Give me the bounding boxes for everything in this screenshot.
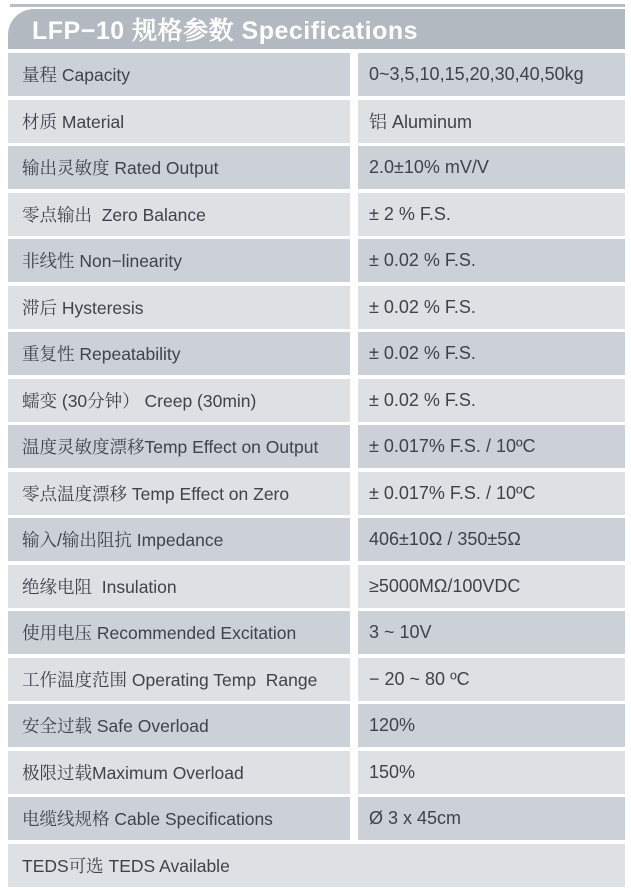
spec-label-cell <box>8 565 350 608</box>
spec-label-cell <box>8 193 350 236</box>
spec-label-cell <box>8 53 350 96</box>
top-divider-strip <box>10 4 625 7</box>
spec-label: 电缆线规格 Cable Specifications <box>22 809 273 829</box>
spec-value-cell <box>358 146 625 189</box>
spec-value-cell <box>358 472 625 515</box>
spec-value-cell <box>358 751 625 794</box>
spec-label: 安全过载 Safe Overload <box>22 716 209 736</box>
table-row <box>8 658 625 701</box>
table-row <box>8 704 625 747</box>
spec-value: 406±10Ω / 350±5Ω <box>369 529 521 549</box>
spec-label: 温度灵敏度漂移Temp Effect on Output <box>22 437 319 457</box>
table-row <box>8 472 625 515</box>
spec-label-cell <box>8 239 350 282</box>
spec-value-cell <box>358 239 625 282</box>
table-row <box>8 100 625 143</box>
spec-value: ± 0.017% F.S. / 10ºC <box>369 482 536 503</box>
spec-label: 极限过载Maximum Overload <box>22 762 244 783</box>
table-row <box>8 146 625 189</box>
spec-label-cell <box>8 611 350 654</box>
table-row <box>8 286 625 329</box>
spec-label: 材质 Material <box>22 111 125 132</box>
table-row <box>8 425 625 468</box>
spec-value-cell <box>358 100 625 143</box>
spec-value: 铝 Aluminum <box>369 112 473 132</box>
spec-label-cell <box>8 844 625 887</box>
spec-value-cell <box>358 658 625 701</box>
spec-label-cell <box>8 797 350 840</box>
table-row <box>8 518 625 561</box>
spec-value-cell <box>358 611 625 654</box>
spec-value-cell <box>358 332 625 375</box>
spec-value: ± 0.02 % F.S. <box>369 389 476 410</box>
spec-label: 输出灵敏度 Rated Output <box>22 158 219 178</box>
spec-value: ± 0.02 % F.S. <box>369 343 476 363</box>
table-row <box>8 611 625 654</box>
spec-value-cell <box>358 797 625 840</box>
spec-label: 绝缘电阻 Insulation <box>22 576 177 597</box>
table-row <box>8 844 625 887</box>
spec-label-cell <box>8 100 350 143</box>
spec-label: 重复性 Repeatability <box>22 344 181 364</box>
spec-label-cell <box>8 332 350 375</box>
spec-value: − 20 ~ 80 ºC <box>369 668 470 689</box>
table-row <box>8 751 625 794</box>
spec-label: 零点输出 Zero Balance <box>22 204 206 225</box>
spec-label: 非线性 Non−linearity <box>22 251 182 271</box>
spec-value-cell <box>358 704 625 747</box>
table-row <box>8 193 625 236</box>
spec-label-cell <box>8 379 350 422</box>
spec-label-cell <box>8 518 350 561</box>
spec-table <box>8 53 625 890</box>
spec-value: ± 2 % F.S. <box>369 203 451 224</box>
table-row <box>8 379 625 422</box>
spec-value: 2.0±10% mV/V <box>369 157 489 177</box>
table-row <box>8 565 625 608</box>
spec-label: 滞后 Hysteresis <box>22 297 144 318</box>
section-title: LFP−10 规格参数 Specifications <box>32 17 419 45</box>
spec-value-cell <box>358 286 625 329</box>
spec-label: 输入/输出阻抗 Impedance <box>22 530 224 550</box>
spec-value-cell <box>358 518 625 561</box>
spec-value-cell <box>358 193 625 236</box>
spec-label-cell <box>8 704 350 747</box>
section-header-banner <box>8 9 625 49</box>
spec-label-cell <box>8 425 350 468</box>
spec-value: Ø 3 x 45cm <box>369 808 462 828</box>
spec-value: ± 0.02 % F.S. <box>369 296 476 317</box>
spec-label-cell <box>8 658 350 701</box>
spec-value: ± 0.02 % F.S. <box>369 250 476 270</box>
spec-label: 量程 Capacity <box>22 65 130 85</box>
spec-label: TEDS可选 TEDS Available <box>22 855 230 876</box>
spec-label-cell <box>8 472 350 515</box>
spec-label: 使用电压 Recommended Excitation <box>22 623 297 643</box>
spec-label-cell <box>8 286 350 329</box>
spec-value: 150% <box>369 761 416 782</box>
spec-label: 零点温度漂移 Temp Effect on Zero <box>22 483 290 504</box>
spec-value-cell <box>358 53 625 96</box>
spec-label-cell <box>8 751 350 794</box>
table-row <box>8 239 625 282</box>
spec-value: 3 ~ 10V <box>369 622 432 642</box>
table-row <box>8 797 625 840</box>
table-row <box>8 53 625 96</box>
spec-value: 0~3,5,10,15,20,30,40,50kg <box>369 64 584 84</box>
spec-value-cell <box>358 565 625 608</box>
spec-label-cell <box>8 146 350 189</box>
spec-value: 120% <box>369 715 416 735</box>
spec-value: ± 0.017% F.S. / 10ºC <box>369 436 536 456</box>
spec-label: 工作温度范围 Operating Temp Range <box>22 669 318 690</box>
table-row <box>8 332 625 375</box>
spec-value-cell <box>358 425 625 468</box>
spec-value-cell <box>358 379 625 422</box>
spec-label: 蠕变 (30分钟） Creep (30min) <box>22 390 257 411</box>
spec-value: ≥5000MΩ/100VDC <box>369 575 521 596</box>
